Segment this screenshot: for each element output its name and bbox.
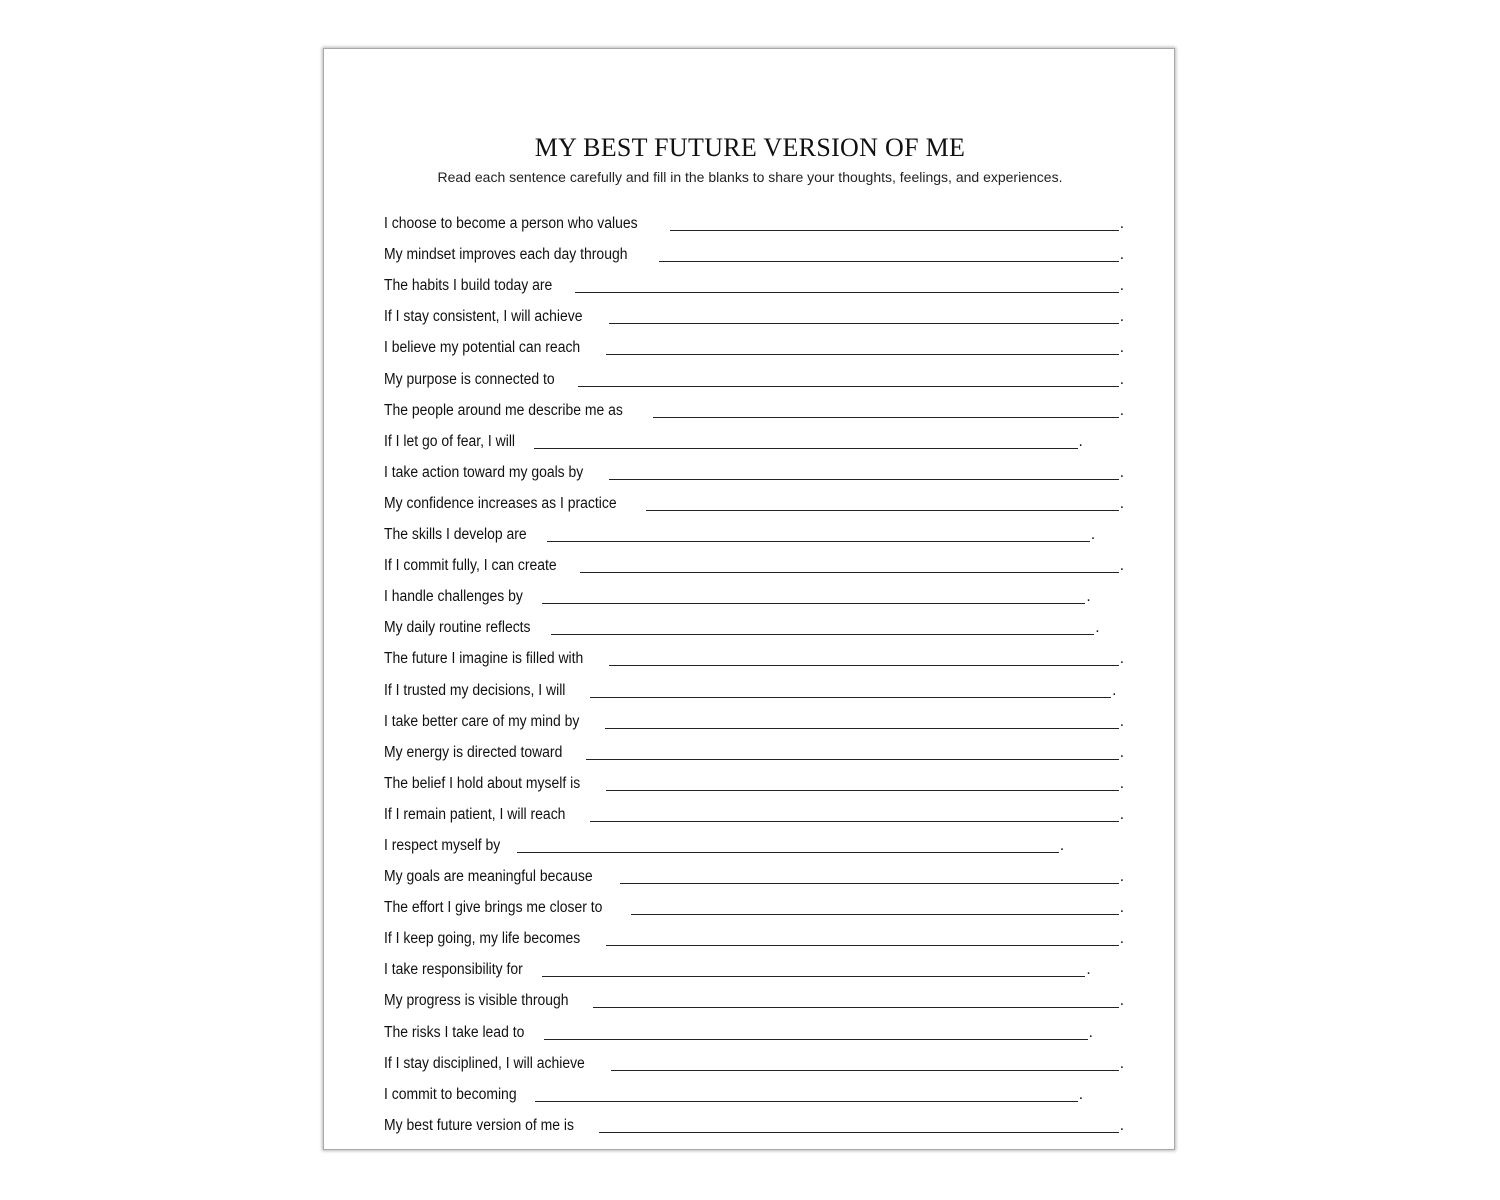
fill-in-prompt bbox=[384, 733, 1124, 764]
fill-in-prompt bbox=[384, 204, 1124, 235]
prompt-text: My energy is directed toward bbox=[384, 743, 563, 761]
answer-blank-line[interactable] bbox=[631, 914, 1119, 915]
prompt-text: If I let go of fear, I will bbox=[384, 432, 516, 450]
fill-in-prompt bbox=[384, 981, 1124, 1012]
prompt-text: I respect myself by bbox=[384, 836, 501, 854]
answer-blank-line[interactable] bbox=[659, 261, 1119, 262]
sentence-period: . bbox=[1119, 1054, 1124, 1072]
fill-in-prompt bbox=[384, 608, 1124, 639]
answer-blank-line[interactable] bbox=[646, 510, 1118, 511]
prompt-text: I take responsibility for bbox=[384, 961, 523, 979]
fill-in-prompt bbox=[384, 919, 1124, 950]
prompt-text: If I commit fully, I can create bbox=[384, 557, 557, 575]
fill-in-prompt bbox=[384, 826, 1124, 857]
prompt-text: The effort I give brings me closer to bbox=[384, 899, 603, 917]
sentence-period: . bbox=[1119, 805, 1124, 823]
answer-blank-line[interactable] bbox=[605, 728, 1119, 729]
prompt-text: If I remain patient, I will reach bbox=[384, 805, 566, 823]
prompt-text: My daily routine reflects bbox=[384, 619, 531, 637]
answer-blank-line[interactable] bbox=[590, 821, 1119, 822]
sentence-period: . bbox=[1086, 588, 1091, 606]
worksheet-instructions: Read each sentence carefully and fill in the blanks to share your thoughts, feelings, and experiences. bbox=[437, 169, 1063, 185]
prompt-text: I take better care of my mind by bbox=[384, 712, 580, 730]
sentence-period: . bbox=[1119, 1116, 1124, 1134]
sentence-period: . bbox=[1119, 494, 1124, 512]
answer-blank-line[interactable] bbox=[606, 945, 1119, 946]
sentence-period: . bbox=[1119, 277, 1124, 295]
sentence-period: . bbox=[1119, 557, 1124, 575]
answer-blank-line[interactable] bbox=[609, 479, 1118, 480]
sentence-period: . bbox=[1119, 712, 1124, 730]
answer-blank-line[interactable] bbox=[586, 759, 1119, 760]
prompt-text: The future I imagine is filled with bbox=[384, 650, 584, 668]
prompt-text: I handle challenges by bbox=[384, 588, 523, 606]
prompt-text: The people around me describe me as bbox=[384, 401, 623, 419]
answer-blank-line[interactable] bbox=[653, 417, 1118, 418]
sentence-period: . bbox=[1078, 1085, 1084, 1103]
sentence-period: . bbox=[1119, 370, 1124, 388]
prompt-text: If I stay disciplined, I will achieve bbox=[384, 1054, 585, 1072]
answer-blank-line[interactable] bbox=[534, 448, 1078, 449]
prompt-text: I choose to become a person who values bbox=[384, 215, 638, 233]
prompt-text: The belief I hold about myself is bbox=[384, 774, 581, 792]
answer-blank-line[interactable] bbox=[606, 790, 1119, 791]
fill-in-prompt bbox=[384, 1075, 1124, 1106]
sentence-period: . bbox=[1119, 899, 1124, 917]
answer-blank-line[interactable] bbox=[535, 1101, 1077, 1102]
sentence-period: . bbox=[1119, 339, 1124, 357]
answer-blank-line[interactable] bbox=[580, 572, 1119, 573]
answer-blank-line[interactable] bbox=[551, 634, 1094, 635]
fill-in-prompt bbox=[384, 359, 1124, 390]
fill-in-prompt bbox=[384, 670, 1124, 701]
prompt-text: The skills I develop are bbox=[384, 526, 527, 544]
fill-in-prompt bbox=[384, 1106, 1124, 1137]
fill-in-prompt bbox=[384, 764, 1124, 795]
fill-in-prompt bbox=[384, 484, 1124, 515]
prompt-text: I take action toward my goals by bbox=[384, 463, 584, 481]
sentence-period: . bbox=[1119, 215, 1124, 233]
fill-in-prompt bbox=[384, 639, 1124, 670]
fill-in-prompt bbox=[384, 1044, 1124, 1075]
sentence-period: . bbox=[1059, 836, 1065, 854]
answer-blank-line[interactable] bbox=[606, 354, 1119, 355]
sentence-period: . bbox=[1119, 401, 1124, 419]
sentence-period: . bbox=[1088, 1023, 1093, 1041]
fill-in-prompt bbox=[384, 702, 1124, 733]
sentence-period: . bbox=[1078, 432, 1083, 450]
answer-blank-line[interactable] bbox=[611, 1070, 1119, 1071]
sentence-period: . bbox=[1119, 774, 1124, 792]
answer-blank-line[interactable] bbox=[609, 665, 1118, 666]
answer-blank-line[interactable] bbox=[590, 697, 1112, 698]
sentence-period: . bbox=[1119, 930, 1124, 948]
fill-in-prompt bbox=[384, 795, 1124, 826]
fill-in-prompt bbox=[384, 297, 1124, 328]
answer-blank-line[interactable] bbox=[547, 541, 1090, 542]
answer-blank-line[interactable] bbox=[517, 852, 1059, 853]
prompt-text: If I trusted my decisions, I will bbox=[384, 681, 566, 699]
fill-in-prompt bbox=[384, 857, 1124, 888]
sentence-period: . bbox=[1119, 463, 1124, 481]
sentence-period: . bbox=[1119, 868, 1124, 886]
prompt-text: My goals are meaningful because bbox=[384, 868, 593, 886]
fill-in-prompt bbox=[384, 235, 1124, 266]
answer-blank-line[interactable] bbox=[599, 1132, 1119, 1133]
answer-blank-line[interactable] bbox=[542, 603, 1085, 604]
fill-in-prompt bbox=[384, 888, 1124, 919]
answer-blank-line[interactable] bbox=[575, 292, 1119, 293]
prompt-text: If I stay consistent, I will achieve bbox=[384, 308, 583, 326]
fill-in-prompt bbox=[384, 422, 1124, 453]
sentence-period: . bbox=[1095, 619, 1100, 637]
prompt-text: My best future version of me is bbox=[384, 1116, 574, 1134]
sentence-period: . bbox=[1119, 308, 1124, 326]
prompt-text: My progress is visible through bbox=[384, 992, 569, 1010]
worksheet-page bbox=[323, 48, 1175, 1150]
answer-blank-line[interactable] bbox=[670, 230, 1119, 231]
prompt-text: I commit to becoming bbox=[384, 1085, 517, 1103]
sentence-period: . bbox=[1086, 961, 1091, 979]
answer-blank-line[interactable] bbox=[593, 1007, 1119, 1008]
fill-in-prompt bbox=[384, 391, 1124, 422]
sentence-period: . bbox=[1112, 681, 1117, 699]
sentence-period: . bbox=[1119, 992, 1124, 1010]
fill-in-prompt bbox=[384, 515, 1124, 546]
fill-in-prompt bbox=[384, 577, 1124, 608]
worksheet-title: MY BEST FUTURE VERSION OF ME bbox=[534, 133, 966, 162]
prompt-text: I believe my potential can reach bbox=[384, 339, 581, 357]
prompt-text: My mindset improves each day through bbox=[384, 246, 628, 264]
prompt-text: The risks I take lead to bbox=[384, 1023, 525, 1041]
prompt-text: My confidence increases as I practice bbox=[384, 494, 617, 512]
answer-blank-line[interactable] bbox=[620, 883, 1119, 884]
fill-in-prompt bbox=[384, 950, 1124, 981]
fill-in-prompt bbox=[384, 328, 1124, 359]
fill-in-prompt bbox=[384, 1012, 1124, 1043]
answer-blank-line[interactable] bbox=[578, 386, 1119, 387]
prompt-text: The habits I build today are bbox=[384, 277, 553, 295]
fill-in-prompt bbox=[384, 453, 1124, 484]
fill-in-prompt bbox=[384, 546, 1124, 577]
prompt-list bbox=[384, 204, 1124, 1137]
prompt-text: My purpose is connected to bbox=[384, 370, 555, 388]
sentence-period: . bbox=[1119, 246, 1124, 264]
answer-blank-line[interactable] bbox=[544, 1039, 1088, 1040]
fill-in-prompt bbox=[384, 266, 1124, 297]
sentence-period: . bbox=[1090, 526, 1096, 544]
sentence-period: . bbox=[1119, 650, 1124, 668]
answer-blank-line[interactable] bbox=[609, 323, 1119, 324]
prompt-text: If I keep going, my life becomes bbox=[384, 930, 581, 948]
answer-blank-line[interactable] bbox=[542, 976, 1085, 977]
sentence-period: . bbox=[1119, 743, 1124, 761]
